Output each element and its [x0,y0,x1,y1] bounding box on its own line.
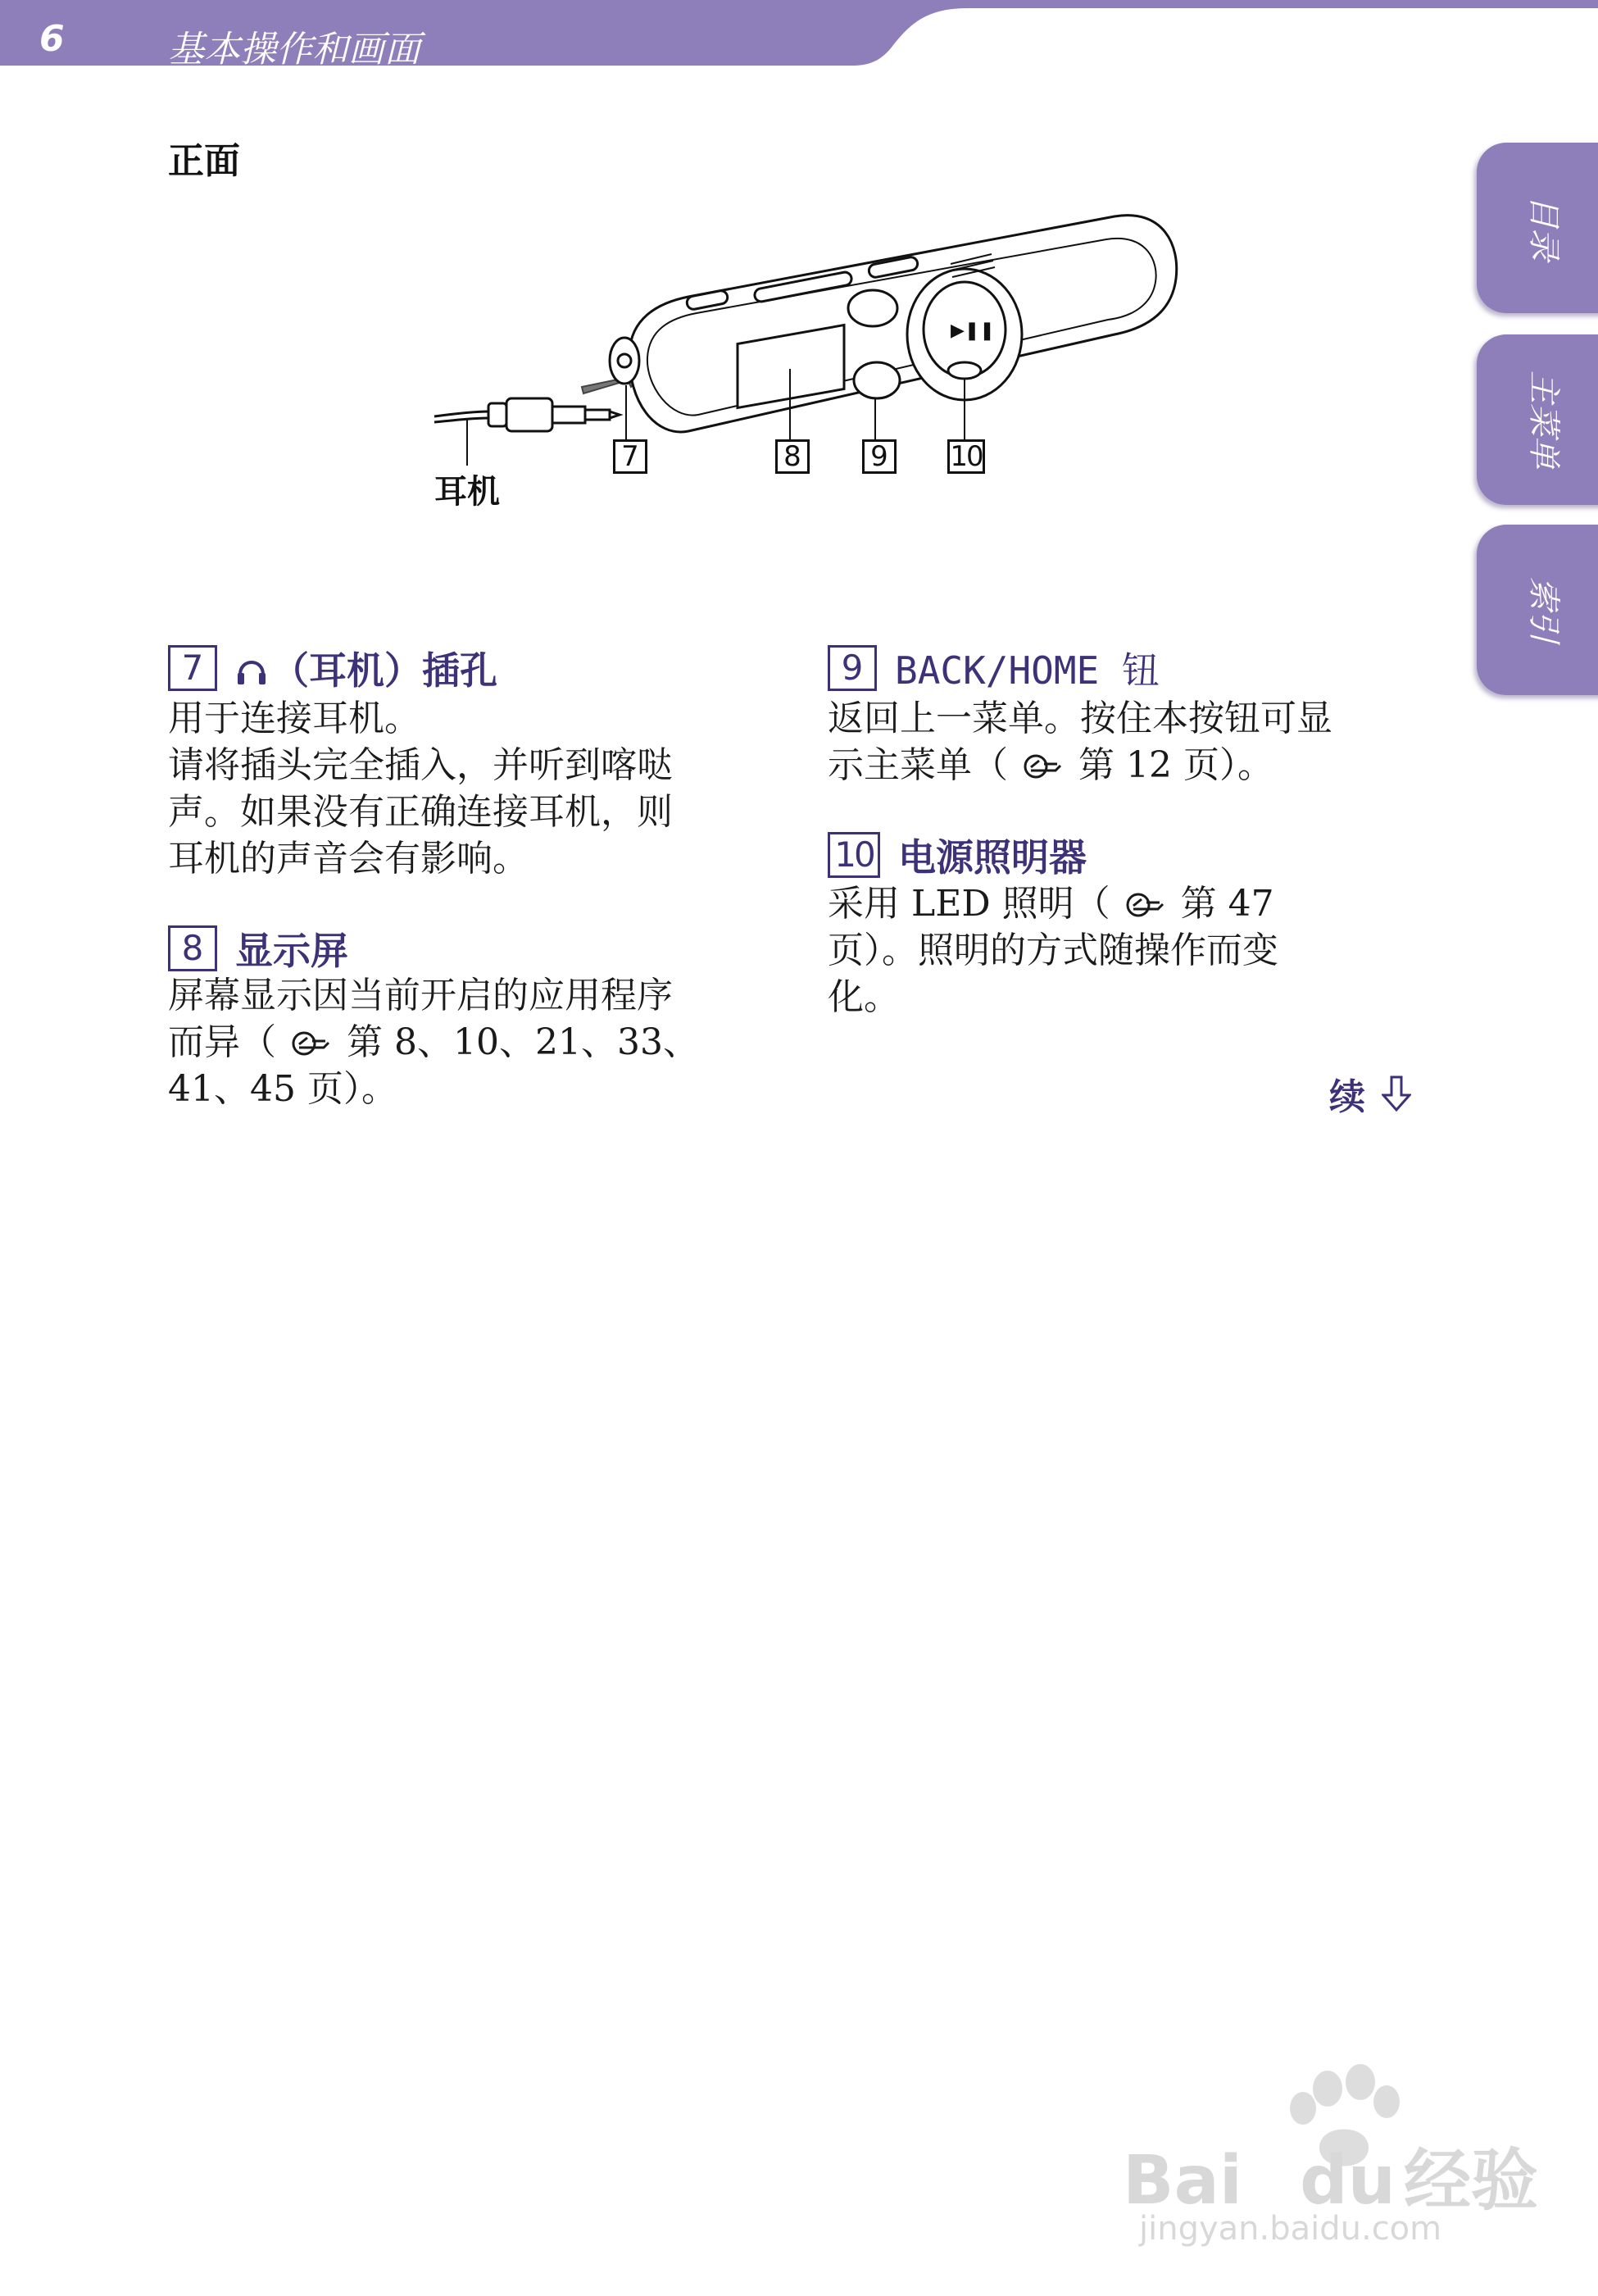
item-9-number: 9 [828,645,877,691]
item-10-body [828,880,1278,1021]
item-7-line: 用于连接耳机。 [168,698,420,739]
item-7-body [168,695,673,882]
watermark-brand2: du [1299,2142,1396,2220]
item-8-title: 显示屏 [235,929,348,973]
item-10-heading [828,828,1087,882]
item-10-line-with-ref: 采用 LED 照明（ 第 47 [828,883,1274,925]
callout-9: 9 [862,439,897,474]
arrow-down-icon [1382,1075,1411,1112]
watermark-cn: 经验 [1404,2142,1539,2220]
player-body-illustration [610,216,1177,432]
item-9-body [828,695,1332,789]
item-8-heading [168,921,348,975]
continue-marker[interactable] [1329,1067,1411,1120]
earphone-plug-illustration [434,398,620,466]
item-7-line: 耳机的声音会有影响。 [168,838,529,880]
tab-index[interactable] [1477,525,1598,695]
page-reference-icon[interactable] [1023,752,1064,780]
item-9-line-with-ref: 示主菜单（ 第 12 页）。 [828,744,1273,786]
item-9-line: 返回上一菜单。按住本按钮可显 [828,698,1332,739]
page-number: 6 [39,18,65,60]
item-10-line: 页）。照明的方式随操作而变 [828,930,1278,971]
page-reference-icon[interactable] [1125,891,1166,919]
callout-7: 7 [613,439,647,474]
item-7-line: 请将插头完全插入，并听到喀哒 [168,744,673,786]
item-9-title: BACK/HOME 钮 [895,648,1160,693]
tab-main-menu[interactable] [1477,334,1598,505]
item-8-number: 8 [168,925,217,971]
item-8-body [168,972,699,1112]
front-heading: 正面 [168,140,240,182]
item-10-title: 电源照明器 [898,835,1087,880]
item-7-heading [168,641,497,695]
watermark-url: jingyan.baidu.com [1139,2210,1442,2248]
item-7-line: 声。如果没有正确连接耳机，则 [168,791,673,833]
item-9-heading [828,641,1160,695]
item-10-line: 化。 [828,976,900,1018]
item-8-line: 屏幕显示因当前开启的应用程序 [168,975,673,1016]
headphone-icon [235,650,268,686]
item-7-title: （耳机）插孔 [271,648,497,693]
item-7-number: 7 [168,645,217,691]
earphone-label: 耳机 [434,473,500,511]
tab-index-label: 索引 [1524,577,1563,643]
watermark-brand: Bai [1123,2142,1242,2220]
item-8-line-with-ref: 而异（ 第 8、10、21、33、 [168,1021,699,1063]
tab-main-menu-label: 主菜单 [1524,371,1563,469]
section-title: 基本操作和画面 [168,29,420,70]
tab-contents-label: 目录 [1524,195,1563,261]
callout-8: 8 [775,439,810,474]
continue-label: 续 [1329,1076,1365,1118]
svg-text:▶❚❚: ▶❚❚ [951,321,995,341]
callout-10: 10 [947,439,985,474]
baidu-watermark [1123,2049,1539,2248]
item-10-number: 10 [828,832,880,878]
item-8-line: 41、45 页）。 [168,1068,397,1110]
page-reference-icon[interactable] [291,1030,332,1057]
tab-contents[interactable] [1477,143,1598,313]
